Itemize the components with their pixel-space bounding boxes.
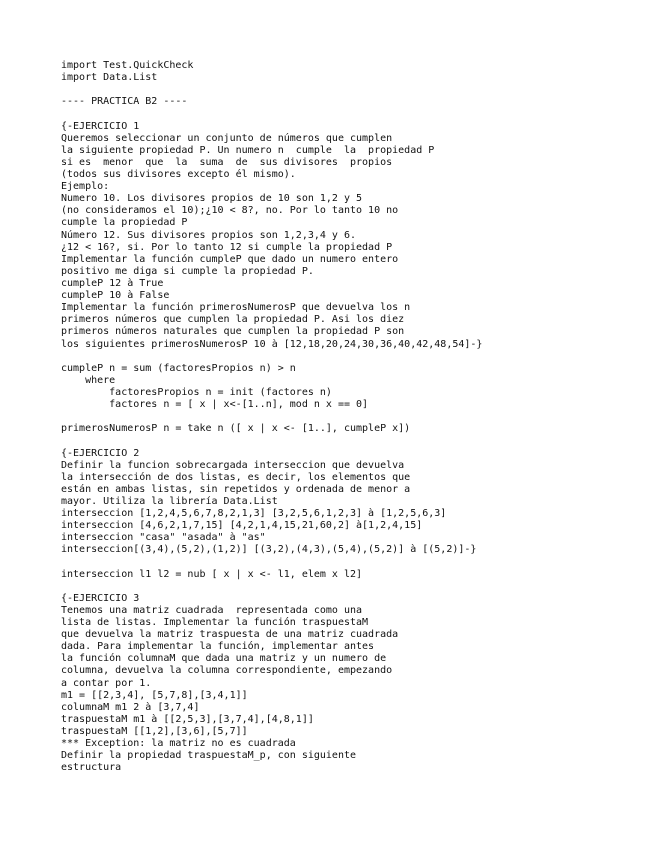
code-line: columnaM m1 2 à [3,7,4] xyxy=(61,701,200,713)
code-line: ¿12 < 16?, si. Por lo tanto 12 si cumple la propiedad P xyxy=(61,241,393,253)
code-line: la función columnaM que dada una matriz y un numero de xyxy=(61,653,387,665)
code-line: estructura xyxy=(61,762,122,774)
code-line: la intersección de dos listas, es decir, los elementos que xyxy=(61,471,411,483)
code-line: import Data.List xyxy=(61,72,158,84)
code-line: primerosNumerosP n = take n ([ x | x <- [1..], cumpleP x]) xyxy=(61,423,411,435)
blank-line xyxy=(61,435,641,447)
blank-line xyxy=(61,411,641,423)
code-line: traspuestaM m1 à [[2,5,3],[3,7,4],[4,8,1]] xyxy=(61,713,314,725)
code-line: traspuestaM [[1,2],[3,6],[5,7]] xyxy=(61,726,248,738)
code-line: primeros números naturales que cumplen la propiedad P son xyxy=(61,326,405,338)
code-line: factoresPropios n = init (factores n) xyxy=(61,386,332,398)
code-line: where xyxy=(61,374,116,386)
code-line: columna, devuelva la columna correspondiente, empezando xyxy=(61,665,393,677)
code-line: factores n = [ x | x<-[1..n], mod n x == 0] xyxy=(61,399,369,411)
code-line: ---- PRACTICA B2 ---- xyxy=(61,96,188,108)
blank-line xyxy=(61,84,641,96)
code-listing xyxy=(61,60,641,774)
code-line: cumpleP n = sum (factoresPropios n) > n xyxy=(61,362,296,374)
code-line: la siguiente propiedad P. Un numero n cumple la propiedad P xyxy=(61,144,435,156)
code-line: mayor. Utiliza la librería Data.List xyxy=(61,495,278,507)
code-line: Ejemplo: xyxy=(61,181,110,193)
code-line: Número 12. Sus divisores propios son 1,2,3,4 y 6. xyxy=(61,229,357,241)
code-line: (no consideramos el 10);¿10 < 8?, no. Por lo tanto 10 no xyxy=(61,205,399,217)
code-line: *** Exception: la matriz no es cuadrada xyxy=(61,738,296,750)
blank-line xyxy=(61,581,641,593)
code-line: m1 = [[2,3,4], [5,7,8],[3,4,1]] xyxy=(61,689,248,701)
code-line: Definir la propiedad traspuestaM_p, con siguiente xyxy=(61,750,357,762)
code-line: lista de listas. Implementar la función traspuestaM xyxy=(61,617,369,629)
code-line: que devuelva la matriz traspuesta de una matriz cuadrada xyxy=(61,629,399,641)
code-line: interseccion [4,6,2,1,7,15] [4,2,1,4,15,21,60,2] à[1,2,4,15] xyxy=(61,520,423,532)
code-line: a contar por 1. xyxy=(61,677,152,689)
code-line: cumple la propiedad P xyxy=(61,217,188,229)
code-line: positivo me diga si cumple la propiedad P. xyxy=(61,265,314,277)
code-line: Implementar la función cumpleP que dado un numero entero xyxy=(61,253,399,265)
blank-line xyxy=(61,108,641,120)
code-line: {-EJERCICIO 2 xyxy=(61,447,140,459)
code-line: Tenemos una matriz cuadrada representada como una xyxy=(61,604,363,616)
code-line: interseccion [1,2,4,5,6,7,8,2,1,3] [3,2,5,6,1,2,3] à [1,2,5,6,3] xyxy=(61,508,447,520)
blank-line xyxy=(61,556,641,568)
code-line: primeros números que cumplen la propiedad P. Asi los diez xyxy=(61,314,405,326)
code-line: Definir la funcion sobrecargada interseccion que devuelva xyxy=(61,459,405,471)
code-line: interseccion "casa" "asada" à "as" xyxy=(61,532,266,544)
code-line: dada. Para implementar la función, implementar antes xyxy=(61,641,375,653)
code-line: si es menor que la suma de sus divisores propios xyxy=(61,156,393,168)
code-line: Numero 10. Los divisores propios de 10 son 1,2 y 5 xyxy=(61,193,363,205)
code-line: cumpleP 10 à False xyxy=(61,290,170,302)
code-line: (todos sus divisores excepto él mismo). xyxy=(61,168,296,180)
code-line: cumpleP 12 à True xyxy=(61,277,164,289)
code-line: {-EJERCICIO 3 xyxy=(61,592,140,604)
code-line: los siguientes primerosNumerosP 10 à [12,18,20,24,30,36,40,42,48,54]-} xyxy=(61,338,483,350)
code-line: interseccion l1 l2 = nub [ x | x <- l1, elem x l2] xyxy=(61,568,363,580)
code-line: interseccion[(3,4),(5,2),(1,2)] [(3,2),(4,3),(5,4),(5,2)] à [(5,2)]-} xyxy=(61,544,477,556)
code-line: Implementar la función primerosNumerosP que devuelva los n xyxy=(61,302,411,314)
code-line: import Test.QuickCheck xyxy=(61,60,194,71)
blank-line xyxy=(61,351,641,363)
code-line: Queremos seleccionar un conjunto de números que cumplen xyxy=(61,132,393,144)
code-line: están en ambas listas, sin repetidos y ordenada de menor a xyxy=(61,483,411,495)
code-line: {-EJERCICIO 1 xyxy=(61,120,140,132)
